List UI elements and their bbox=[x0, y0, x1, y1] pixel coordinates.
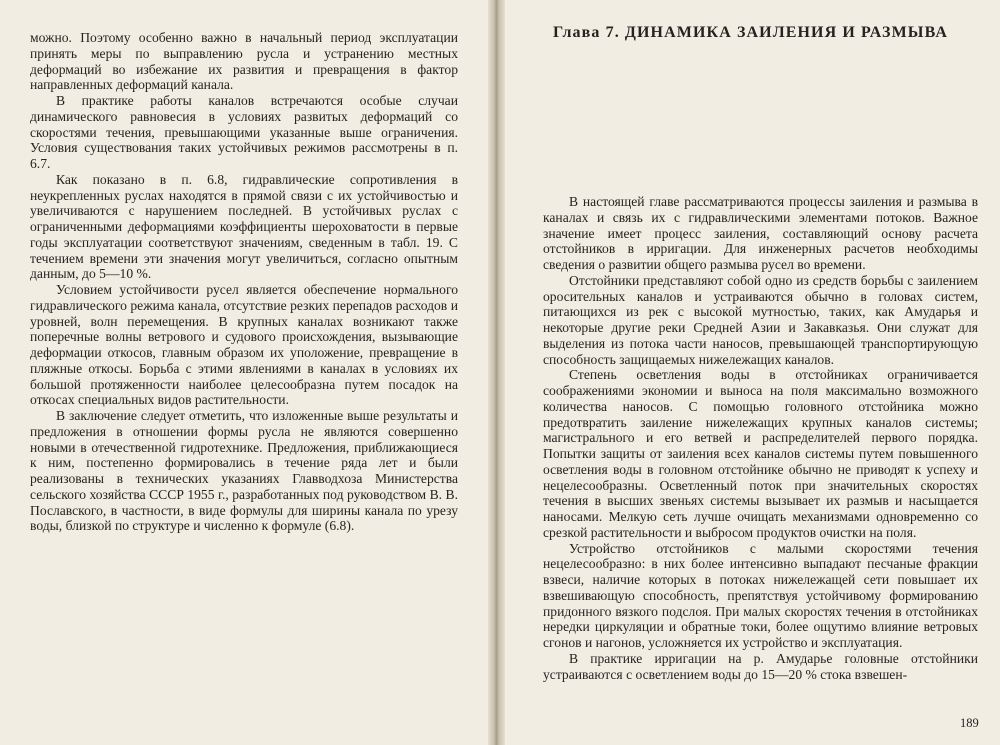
right-page-text bbox=[543, 194, 978, 682]
paragraph: В практике ирригации на р. Амударье головные отстойники устраиваются с осветлением воды до 15—20 % стока взвешен- bbox=[543, 650, 978, 682]
paragraph: Условием устойчивости русел является обеспечение нормального гидравлического режима канала, отсутствие резких перепадов расходов и уровней, волн перемещения. В крупных каналах возникают также поперечные волны ветрового и судового происхождения, вызывающие деформации откосов, главным образом их уположение, превращение в пляжные откосы. Борьба с этими явлениями в каналах в условиях их большой протяженности наиболее целесообразна путем посадок на откосах специальных видов растительности. bbox=[30, 282, 458, 408]
book-gutter bbox=[488, 0, 505, 745]
paragraph: Устройство отстойников с малыми скоростями течения нецелесообразно: в них более интенсивно выпадают песчаные фракции взвеси, наличие которых в потоках нижележащей сети повышает их взвешивающую способность, препятствуя устойчивому формированию придонного вязкого подслоя. При малых скоростях течения в отстойниках нередки циркуляции и обратные токи, более ощутимо влияние ветровых сгонов и нагонов, усложняется их устройство и эксплуатация. bbox=[543, 540, 978, 650]
paragraph: Отстойники представляют собой одно из средств борьбы с заилением оросительных каналов и устраиваются обычно в головах систем, питающихся из рек с высокой мутностью, таких, как Амударья и некоторые другие реки Средней Азии и Закавказья. Они служат для выделения из потока части наносов, превышающей транспортирующую способность защищаемых нижележащих каналов. bbox=[543, 272, 978, 367]
page-number: 189 bbox=[960, 716, 979, 730]
paragraph: можно. Поэтому особенно важно в начальный период эксплуатации принять меры по выправлению русла и устранению местных деформаций во избежание их развития и превращения в фактор направленных деформаций канала. bbox=[30, 30, 458, 93]
paragraph: Степень осветления воды в отстойниках ограничивается соображениями экономии и выноса на поля максимально возможного количества наносов. С помощью головного отстойника можно предотвратить заиление нижележащих крупных каналов системы; магистрального и его ветвей и распределителей первого порядка. Попытки защиты от заиления всех каналов системы путем повышенного осветления воды в головном отстойнике обычно не приводят к успеху и нецелесообразны. Осветленный поток при значительных скоростях течения в высших звеньях системы вызывает их размыв и насыщается наносами. Мелкую сеть лучше очищать механизмами одновременно со срезкой растительности и выбросом продуктов очистки на поля. bbox=[543, 367, 978, 540]
paragraph: В настоящей главе рассматриваются процессы заиления и размыва в каналах и связь их с гидравлическими элементами потоков. Важное значение имеет процесс заиления, составляющий основу расчета отстойников в ирригации. Для инженерных расчетов необходимы сведения о развитии общего размыва русел во времени. bbox=[543, 194, 978, 272]
right-page bbox=[503, 0, 1000, 745]
paragraph: В заключение следует отметить, что изложенные выше результаты и предложения в отношении формы русла не являются совершенно новыми в отечественной гидротехнике. Предложения, приближающиеся к ним, постепенно формировались в течение ряда лет и были реализованы в технических указаниях Главводхоза Министерства сельского хозяйства СССР 1955 г., разработанных под руководством В. В. Пославского, в частности, в виде формулы для ширины канала по урезу воды, близкой по структуре и численно к формуле (6.8). bbox=[30, 408, 458, 534]
chapter-title: Глава 7. ДИНАМИКА ЗАИЛЕНИЯ И РАЗМЫВА bbox=[553, 24, 949, 41]
paragraph: Как показано в п. 6.8, гидравлические сопротивления в неукрепленных руслах находятся в прямой связи с их устойчивостью и увеличиваются с нарушением последней. В устойчивых руслах с ограниченными деформациями коэффициенты шероховатости в первые годы эксплуатации соответствуют значениям, сведенным в табл. 19. С течением времени эти значения могут увеличиться, согласно опытным данным, до 5—10 %. bbox=[30, 171, 458, 282]
left-page bbox=[0, 0, 490, 745]
paragraph: В практике работы каналов встречаются особые случаи динамического равновесия в условиях развитых деформаций со скоростями течения, превышающими указанные выше ограничения. Условия существования таких устойчивых режимов рассмотрены в п. 6.7. bbox=[30, 93, 458, 171]
left-page-text bbox=[30, 30, 458, 534]
